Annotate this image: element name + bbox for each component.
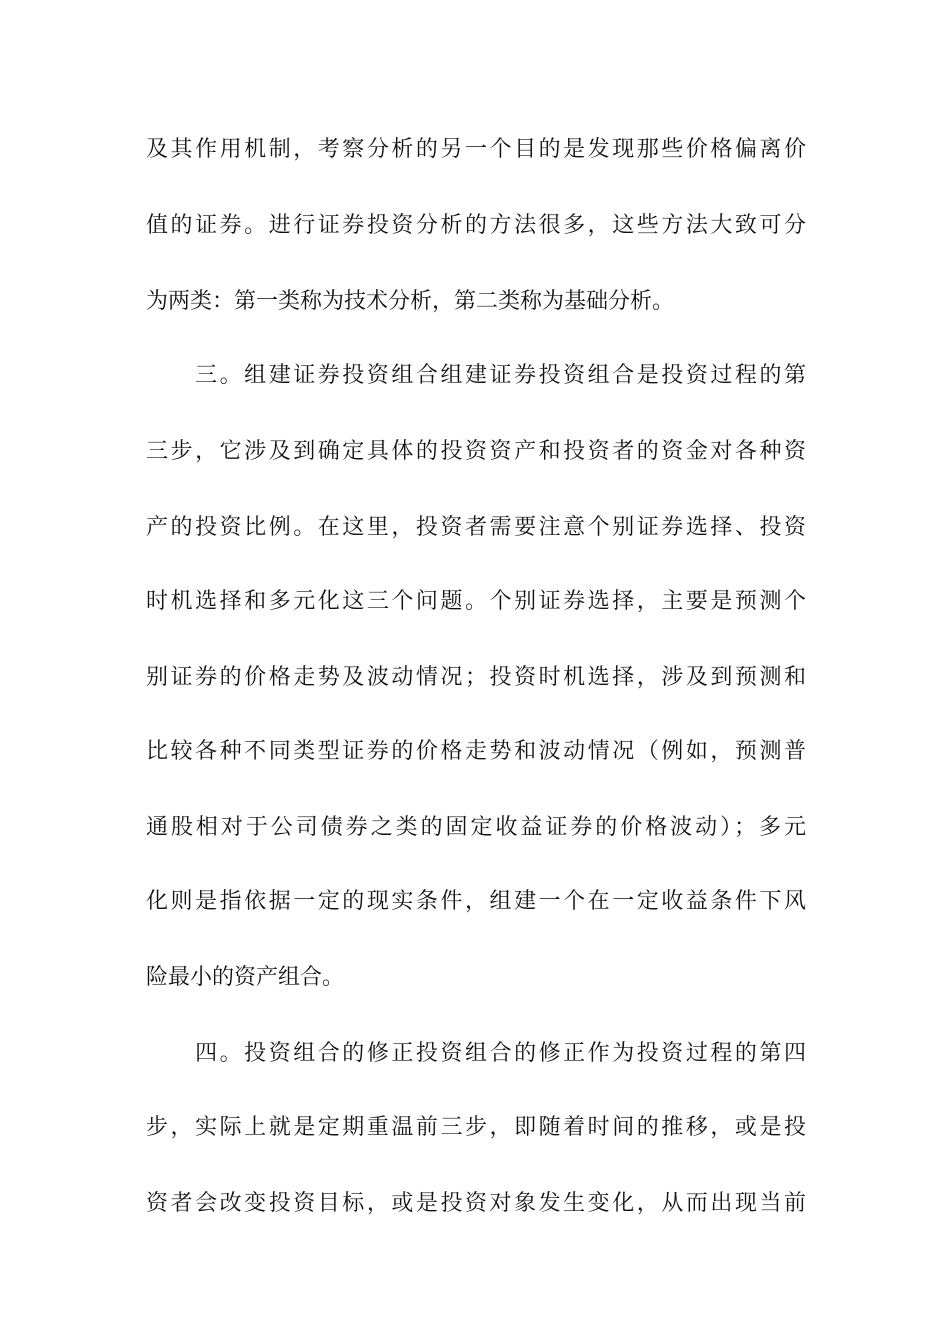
text-line: 三步，它涉及到确定具体的投资资产和投资者的资金对各种资 bbox=[146, 439, 806, 464]
text-line: 时机选择和多元化这三个问题。个别证券选择，主要是预测个 bbox=[146, 589, 806, 614]
text-line: 为两类：第一类称为技术分析，第二类称为基础分析。 bbox=[146, 289, 675, 314]
text-line: 比较各种不同类型证券的价格走势和波动情况（例如，预测普 bbox=[146, 739, 806, 764]
text-line: 别证券的价格走势及波动情况；投资时机选择，涉及到预测和 bbox=[146, 665, 806, 690]
text-line: 四。投资组合的修正投资组合的修正作为投资过程的第四 bbox=[146, 1041, 806, 1066]
text-line: 及其作用机制，考察分析的另一个目的是发现那些价格偏离价 bbox=[146, 137, 806, 162]
text-line: 险最小的资产组合。 bbox=[146, 965, 345, 990]
text-line: 步，实际上就是定期重温前三步，即随着时间的推移，或是投 bbox=[146, 1115, 806, 1140]
text-line: 通股相对于公司债券之类的固定收益证券的价格波动）；多元 bbox=[146, 815, 806, 840]
text-line: 化则是指依据一定的现实条件，组建一个在一定收益条件下风 bbox=[146, 889, 806, 914]
text-line: 三。组建证券投资组合组建证券投资组合是投资过程的第 bbox=[146, 363, 806, 388]
text-line: 资者会改变投资目标，或是投资对象发生变化，从而出现当前 bbox=[146, 1191, 806, 1216]
text-line: 值的证券。进行证券投资分析的方法很多，这些方法大致可分 bbox=[146, 213, 806, 238]
text-line: 产的投资比例。在这里，投资者需要注意个别证券选择、投资 bbox=[146, 515, 806, 540]
